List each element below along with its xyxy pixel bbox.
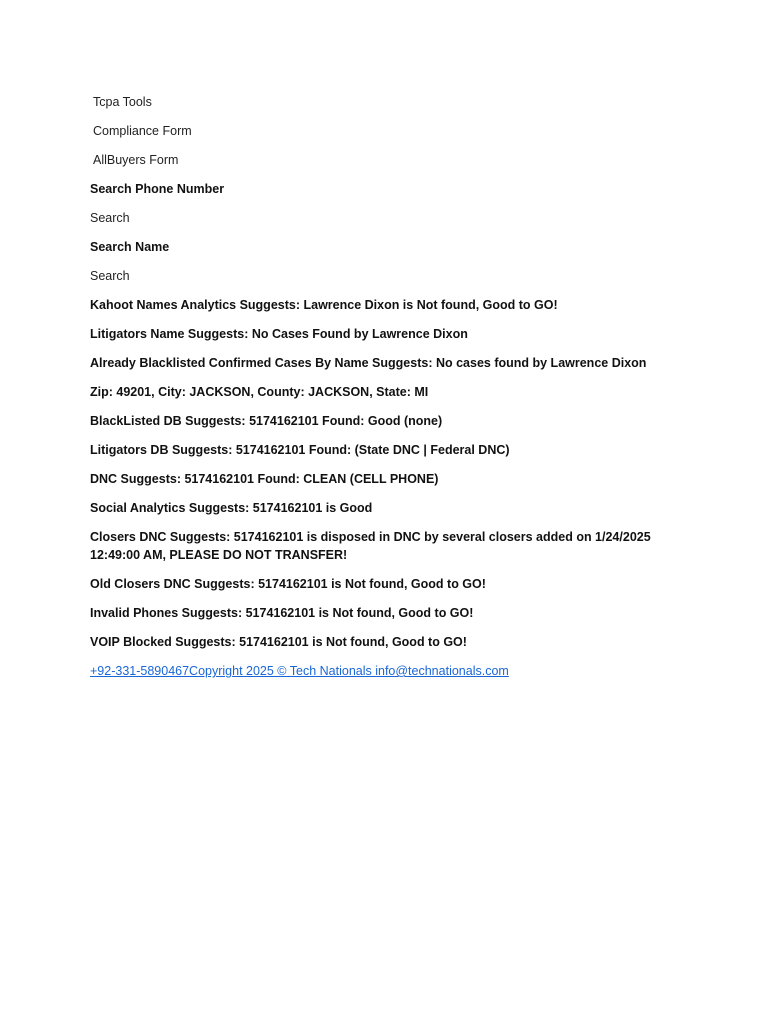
nav-link-allbuyers-form[interactable]: AllBuyers Form: [93, 153, 179, 167]
result-zip-location: Zip: 49201, City: JACKSON, County: JACKSON, State: MI: [90, 385, 429, 399]
footer-contact-link[interactable]: +92-331-5890467Copyright 2025 © Tech Nationals info@technationals.com: [90, 664, 509, 678]
result-invalid-phones: Invalid Phones Suggests: 5174162101 is Not found, Good to GO!: [90, 606, 474, 620]
search-phone-input[interactable]: [90, 209, 390, 227]
page-content: [90, 93, 690, 680]
result-blacklisted-db: BlackListed DB Suggests: 5174162101 Found: Good (none): [90, 414, 443, 428]
result-litigators-db: Litigators DB Suggests: 5174162101 Found: (State DNC | Federal DNC): [90, 443, 510, 457]
result-litigators-name: Litigators Name Suggests: No Cases Found by Lawrence Dixon: [90, 327, 468, 341]
result-blacklisted-by-name: Already Blacklisted Confirmed Cases By Name Suggests: No cases found by Lawrence Dixon: [90, 356, 647, 370]
search-name-input[interactable]: [90, 267, 390, 285]
nav-link-compliance-form[interactable]: Compliance Form: [93, 124, 192, 138]
result-kahoot-names: Kahoot Names Analytics Suggests: Lawrence Dixon is Not found, Good to GO!: [90, 298, 558, 312]
search-name-label: Search Name: [90, 240, 170, 254]
search-phone-label: Search Phone Number: [90, 182, 225, 196]
result-closers-dnc: Closers DNC Suggests: 5174162101 is disposed in DNC by several closers added on 1/24/2025 12:49:00 AM, PLEASE DO NOT TRANSFER!: [90, 530, 651, 562]
nav-link-tcpa-tools[interactable]: Tcpa Tools: [93, 95, 152, 109]
result-voip-blocked: VOIP Blocked Suggests: 5174162101 is Not found, Good to GO!: [90, 635, 467, 649]
result-old-closers-dnc: Old Closers DNC Suggests: 5174162101 is Not found, Good to GO!: [90, 577, 486, 591]
result-dnc: DNC Suggests: 5174162101 Found: CLEAN (CELL PHONE): [90, 472, 439, 486]
result-social-analytics: Social Analytics Suggests: 5174162101 is Good: [90, 501, 373, 515]
